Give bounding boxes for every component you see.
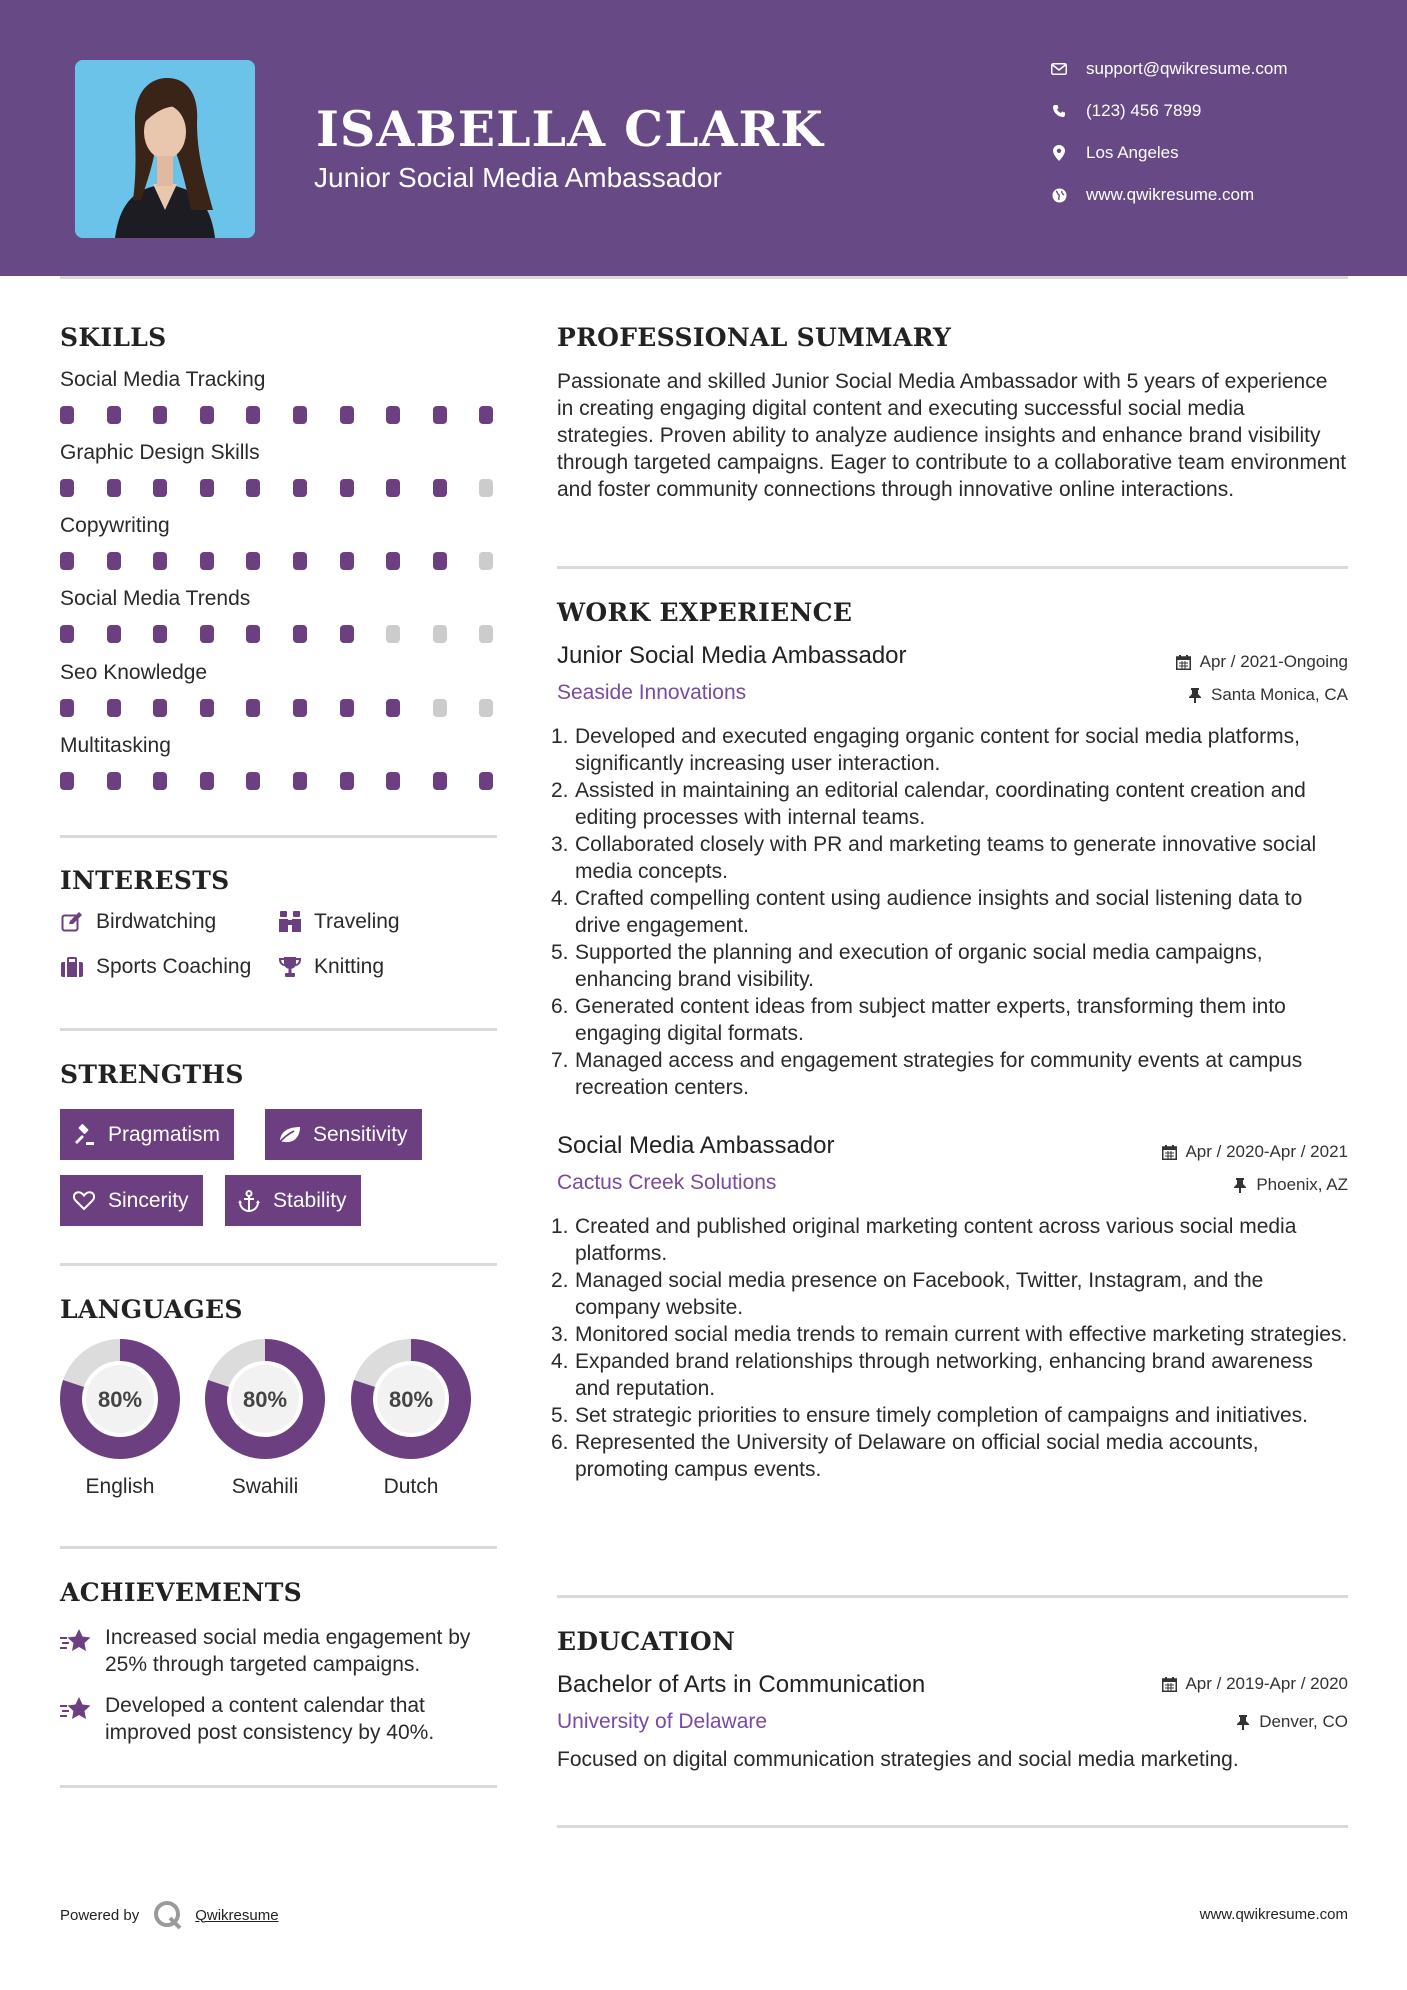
skill-dot-filled	[386, 406, 400, 424]
section-divider	[60, 835, 497, 838]
job-bullet: 4. Expanded brand relationships through networking, enhancing brand awareness and reputation.	[551, 1350, 1313, 1400]
education-location	[1235, 1712, 1348, 1732]
section-divider	[60, 1263, 497, 1266]
skill-dot-filled	[479, 772, 493, 790]
powered-by-text: Powered by	[60, 1906, 140, 1924]
skill-dot-filled	[246, 406, 260, 424]
skill-dot-filled	[107, 552, 121, 570]
skill-dot-filled	[60, 479, 74, 497]
candidate-name: ISABELLA CLARK	[316, 100, 824, 158]
skill-dot-filled	[200, 406, 214, 424]
skill-name: Copywriting	[60, 514, 170, 537]
skill-dot-filled	[60, 552, 74, 570]
skill-dot-filled	[200, 479, 214, 497]
job-dates	[1176, 652, 1348, 672]
footer-website-link[interactable]: www.qwikresume.com	[1199, 1906, 1348, 1923]
job-location	[1187, 685, 1348, 705]
job-bullet: 3. Collaborated closely with PR and marketing teams to generate innovative social media concepts.	[551, 833, 1317, 883]
interest-label: Traveling	[314, 910, 400, 933]
skill-dot-filled	[340, 699, 354, 717]
leaf-icon	[277, 1123, 301, 1147]
envelope-icon	[1050, 60, 1068, 78]
skill-dot-filled	[107, 699, 121, 717]
achievement-item	[60, 1624, 500, 1684]
skill-dot-filled	[107, 772, 121, 790]
edit-icon	[60, 910, 84, 934]
heart-icon	[72, 1189, 96, 1213]
achievement-text: Increased social media engagement by 25% through targeted campaigns.	[105, 1626, 471, 1676]
skill-dot-filled	[60, 699, 74, 717]
interests-heading: INTERESTS	[60, 866, 230, 895]
languages-heading: LANGUAGES	[60, 1295, 243, 1324]
qwikresume-link[interactable]: Qwikresume	[195, 1906, 279, 1924]
job-role: Junior Social Media Ambassador	[557, 642, 907, 669]
skill-dot-empty	[479, 625, 493, 643]
footer-powered-by	[60, 1900, 279, 1930]
language-percent: 80%	[97, 1387, 143, 1412]
job-bullet: 2. Assisted in maintaining an editorial calendar, coordinating content creation and editing processes with internal teams.	[551, 779, 1306, 829]
section-divider	[557, 1825, 1348, 1828]
skills-heading: SKILLS	[60, 323, 167, 352]
strength-label: Pragmatism	[108, 1122, 221, 1146]
interest-item	[60, 955, 251, 979]
strength-tag	[60, 1175, 203, 1226]
language-ring	[59, 1338, 181, 1465]
anchor-icon	[237, 1189, 261, 1213]
education-degree: Bachelor of Arts in Communication	[557, 1671, 926, 1698]
map-marker-icon	[1050, 144, 1068, 162]
job-bullet: 7. Managed access and engagement strategies for community events at campus recreation centers.	[551, 1049, 1303, 1099]
skill-dot-filled	[153, 699, 167, 717]
section-divider	[60, 1546, 497, 1549]
job-role: Social Media Ambassador	[557, 1132, 835, 1159]
skill-dot-filled	[340, 406, 354, 424]
skill-name: Graphic Design Skills	[60, 441, 260, 464]
skill-dot-filled	[386, 772, 400, 790]
strength-label: Sensitivity	[313, 1122, 408, 1146]
education-school: University of Delaware	[557, 1710, 768, 1733]
job-bullet: 6. Generated content ideas from subject matter experts, transforming them into engaging digital formats.	[551, 995, 1286, 1045]
skill-dot-filled	[107, 625, 121, 643]
skill-dot-filled	[246, 625, 260, 643]
job-bullet: 6. Represented the University of Delaware on official social media accounts, promoting campus events.	[551, 1431, 1259, 1481]
skill-dot-filled	[479, 406, 493, 424]
job-bullet: 4. Crafted compelling content using audience insights and social listening data to drive engagement.	[551, 887, 1303, 937]
candidate-title: Junior Social Media Ambassador	[314, 162, 722, 193]
skill-dot-filled	[200, 552, 214, 570]
skill-dot-filled	[386, 479, 400, 497]
skill-name: Seo Knowledge	[60, 661, 208, 684]
achievements-heading: ACHIEVEMENTS	[60, 1578, 302, 1607]
section-divider	[557, 566, 1348, 569]
skill-rating	[60, 772, 496, 790]
contact-location-text: Los Angeles	[1086, 143, 1179, 162]
skill-dot-filled	[246, 552, 260, 570]
skill-dot-filled	[153, 772, 167, 790]
education-description: Focused on digital communication strategies and social media marketing.	[557, 1748, 1239, 1771]
strength-tag	[265, 1109, 422, 1160]
skill-dot-empty	[433, 625, 447, 643]
trophy-icon	[278, 955, 302, 979]
language-donut	[350, 1338, 472, 1460]
education-dates	[1161, 1674, 1348, 1694]
skill-dot-empty	[479, 699, 493, 717]
job-company: Seaside Innovations	[557, 681, 747, 704]
skill-rating	[60, 552, 496, 570]
contact-email[interactable]	[1050, 56, 1380, 82]
skill-dot-filled	[293, 406, 307, 424]
contact-phone-text: (123) 456 7899	[1086, 101, 1202, 120]
skill-dot-filled	[433, 479, 447, 497]
strength-tag	[225, 1175, 361, 1226]
education-location-text: Denver, CO	[1259, 1712, 1348, 1731]
skill-dot-filled	[340, 479, 354, 497]
globe-icon	[1050, 186, 1068, 204]
contact-email-text: support@qwikresume.com	[1086, 59, 1288, 78]
skill-dot-filled	[293, 772, 307, 790]
skill-dot-filled	[60, 625, 74, 643]
education-heading: EDUCATION	[557, 1627, 736, 1656]
contact-website-text: www.qwikresume.com	[1086, 185, 1255, 204]
skill-dot-empty	[479, 552, 493, 570]
star-icon	[60, 1628, 92, 1654]
job-bullet: 1. Developed and executed engaging organic content for social media platforms, significantly increasing user interaction.	[551, 725, 1300, 775]
skill-dot-filled	[107, 406, 121, 424]
interest-label: Sports Coaching	[96, 955, 252, 978]
phone-icon	[1050, 102, 1068, 120]
skill-dot-filled	[386, 699, 400, 717]
skill-dot-filled	[293, 552, 307, 570]
strength-label: Sincerity	[108, 1188, 189, 1212]
job-company: Cactus Creek Solutions	[557, 1171, 777, 1194]
skill-rating	[60, 406, 496, 424]
achievement-item	[60, 1692, 500, 1752]
skill-dot-filled	[200, 772, 214, 790]
job-bullet: 5. Set strategic priorities to ensure timely completion of campaigns and initiatives.	[551, 1404, 1309, 1427]
briefcase-icon	[60, 955, 84, 979]
skill-dot-filled	[200, 699, 214, 717]
skill-name: Social Media Trends	[60, 587, 251, 610]
interest-item	[278, 955, 384, 979]
skill-dot-filled	[153, 625, 167, 643]
section-divider	[60, 1785, 497, 1788]
skill-dot-filled	[246, 479, 260, 497]
contact-location	[1050, 140, 1380, 166]
strength-tag	[60, 1109, 234, 1160]
resume-header	[0, 0, 1407, 276]
contact-website[interactable]	[1050, 182, 1380, 208]
skill-dot-filled	[246, 772, 260, 790]
interest-item	[278, 910, 400, 934]
skill-dot-filled	[386, 552, 400, 570]
profile-photo	[75, 60, 255, 238]
language-donut	[59, 1338, 181, 1460]
skill-dot-filled	[433, 406, 447, 424]
language-ring	[204, 1338, 326, 1465]
job-bullet: 3. Monitored social media trends to remain current with effective marketing strategies.	[551, 1323, 1348, 1346]
gavel-icon	[72, 1123, 96, 1147]
header-divider	[60, 276, 1348, 279]
job-bullets	[551, 1213, 1351, 1483]
skill-dot-filled	[340, 552, 354, 570]
language-percent: 80%	[242, 1387, 288, 1412]
skill-dot-filled	[433, 552, 447, 570]
skill-dot-filled	[293, 699, 307, 717]
summary-heading: PROFESSIONAL SUMMARY	[557, 323, 952, 352]
section-divider	[60, 1028, 497, 1031]
language-ring	[350, 1338, 472, 1465]
pushpin-icon	[1187, 687, 1203, 703]
strength-label: Stability	[273, 1188, 347, 1212]
calendar-icon	[1161, 1144, 1177, 1160]
job-location-text: Santa Monica, CA	[1210, 685, 1348, 704]
experience-heading: WORK EXPERIENCE	[557, 598, 853, 627]
interest-item	[60, 910, 216, 934]
job-dates	[1161, 1142, 1348, 1162]
skill-dot-empty	[386, 625, 400, 643]
skill-dot-empty	[433, 699, 447, 717]
language-donut	[204, 1338, 326, 1460]
language-name: English	[85, 1475, 155, 1498]
interest-label: Birdwatching	[96, 910, 217, 933]
skill-name: Multitasking	[60, 734, 171, 757]
calendar-icon	[1161, 1676, 1177, 1692]
language-name: Dutch	[383, 1475, 439, 1498]
skill-dot-filled	[153, 479, 167, 497]
job-location	[1232, 1175, 1348, 1195]
job-bullets	[551, 723, 1351, 1101]
skill-dot-filled	[200, 625, 214, 643]
skill-dot-filled	[153, 552, 167, 570]
skill-dot-filled	[246, 699, 260, 717]
skill-dot-filled	[153, 406, 167, 424]
job-bullet: 1. Created and published original marketing content across various social media platforms.	[551, 1215, 1297, 1265]
skill-dot-filled	[433, 772, 447, 790]
binoculars-icon	[278, 910, 302, 934]
language-percent: 80%	[388, 1387, 434, 1412]
achievement-text: Developed a content calendar that improved post consistency by 40%.	[105, 1694, 435, 1744]
education-dates-text: Apr / 2019-Apr / 2020	[1185, 1674, 1348, 1693]
skill-dot-empty	[479, 479, 493, 497]
skill-dot-filled	[293, 479, 307, 497]
language-name: Swahili	[231, 1475, 299, 1498]
calendar-icon	[1176, 654, 1192, 670]
strengths-heading: STRENGTHS	[60, 1060, 244, 1089]
pushpin-icon	[1232, 1177, 1248, 1193]
interest-label: Knitting	[314, 955, 385, 978]
skill-dot-filled	[340, 772, 354, 790]
skill-dot-filled	[60, 772, 74, 790]
skill-name: Social Media Tracking	[60, 368, 266, 391]
job-bullet: 2. Managed social media presence on Facebook, Twitter, Instagram, and the company website.	[551, 1269, 1264, 1319]
summary-text: Passionate and skilled Junior Social Media Ambassador with 5 years of experience in creating engaging digital content and executing successful social media strategies. Proven ability to analyze audience insights and enhance brand visibility through targeted campaigns. Eager to contribute to a collaborative team environment and foster community connections through innovative online interactions.	[557, 370, 1347, 501]
contact-phone[interactable]	[1050, 98, 1380, 124]
skill-dot-filled	[60, 406, 74, 424]
skill-dot-filled	[340, 625, 354, 643]
star-icon	[60, 1696, 92, 1722]
section-divider	[557, 1595, 1348, 1598]
job-bullet: 5. Supported the planning and execution of organic social media campaigns, enhancing brand visibility.	[551, 941, 1263, 991]
skill-rating	[60, 699, 496, 717]
skill-dot-filled	[293, 625, 307, 643]
skill-rating	[60, 625, 496, 643]
skill-dot-filled	[107, 479, 121, 497]
pushpin-icon	[1235, 1714, 1251, 1730]
qwikresume-logo-icon	[153, 1900, 183, 1930]
job-location-text: Phoenix, AZ	[1256, 1175, 1348, 1194]
job-dates-text: Apr / 2020-Apr / 2021	[1185, 1142, 1348, 1161]
job-dates-text: Apr / 2021-Ongoing	[1199, 652, 1348, 671]
skill-rating	[60, 479, 496, 497]
